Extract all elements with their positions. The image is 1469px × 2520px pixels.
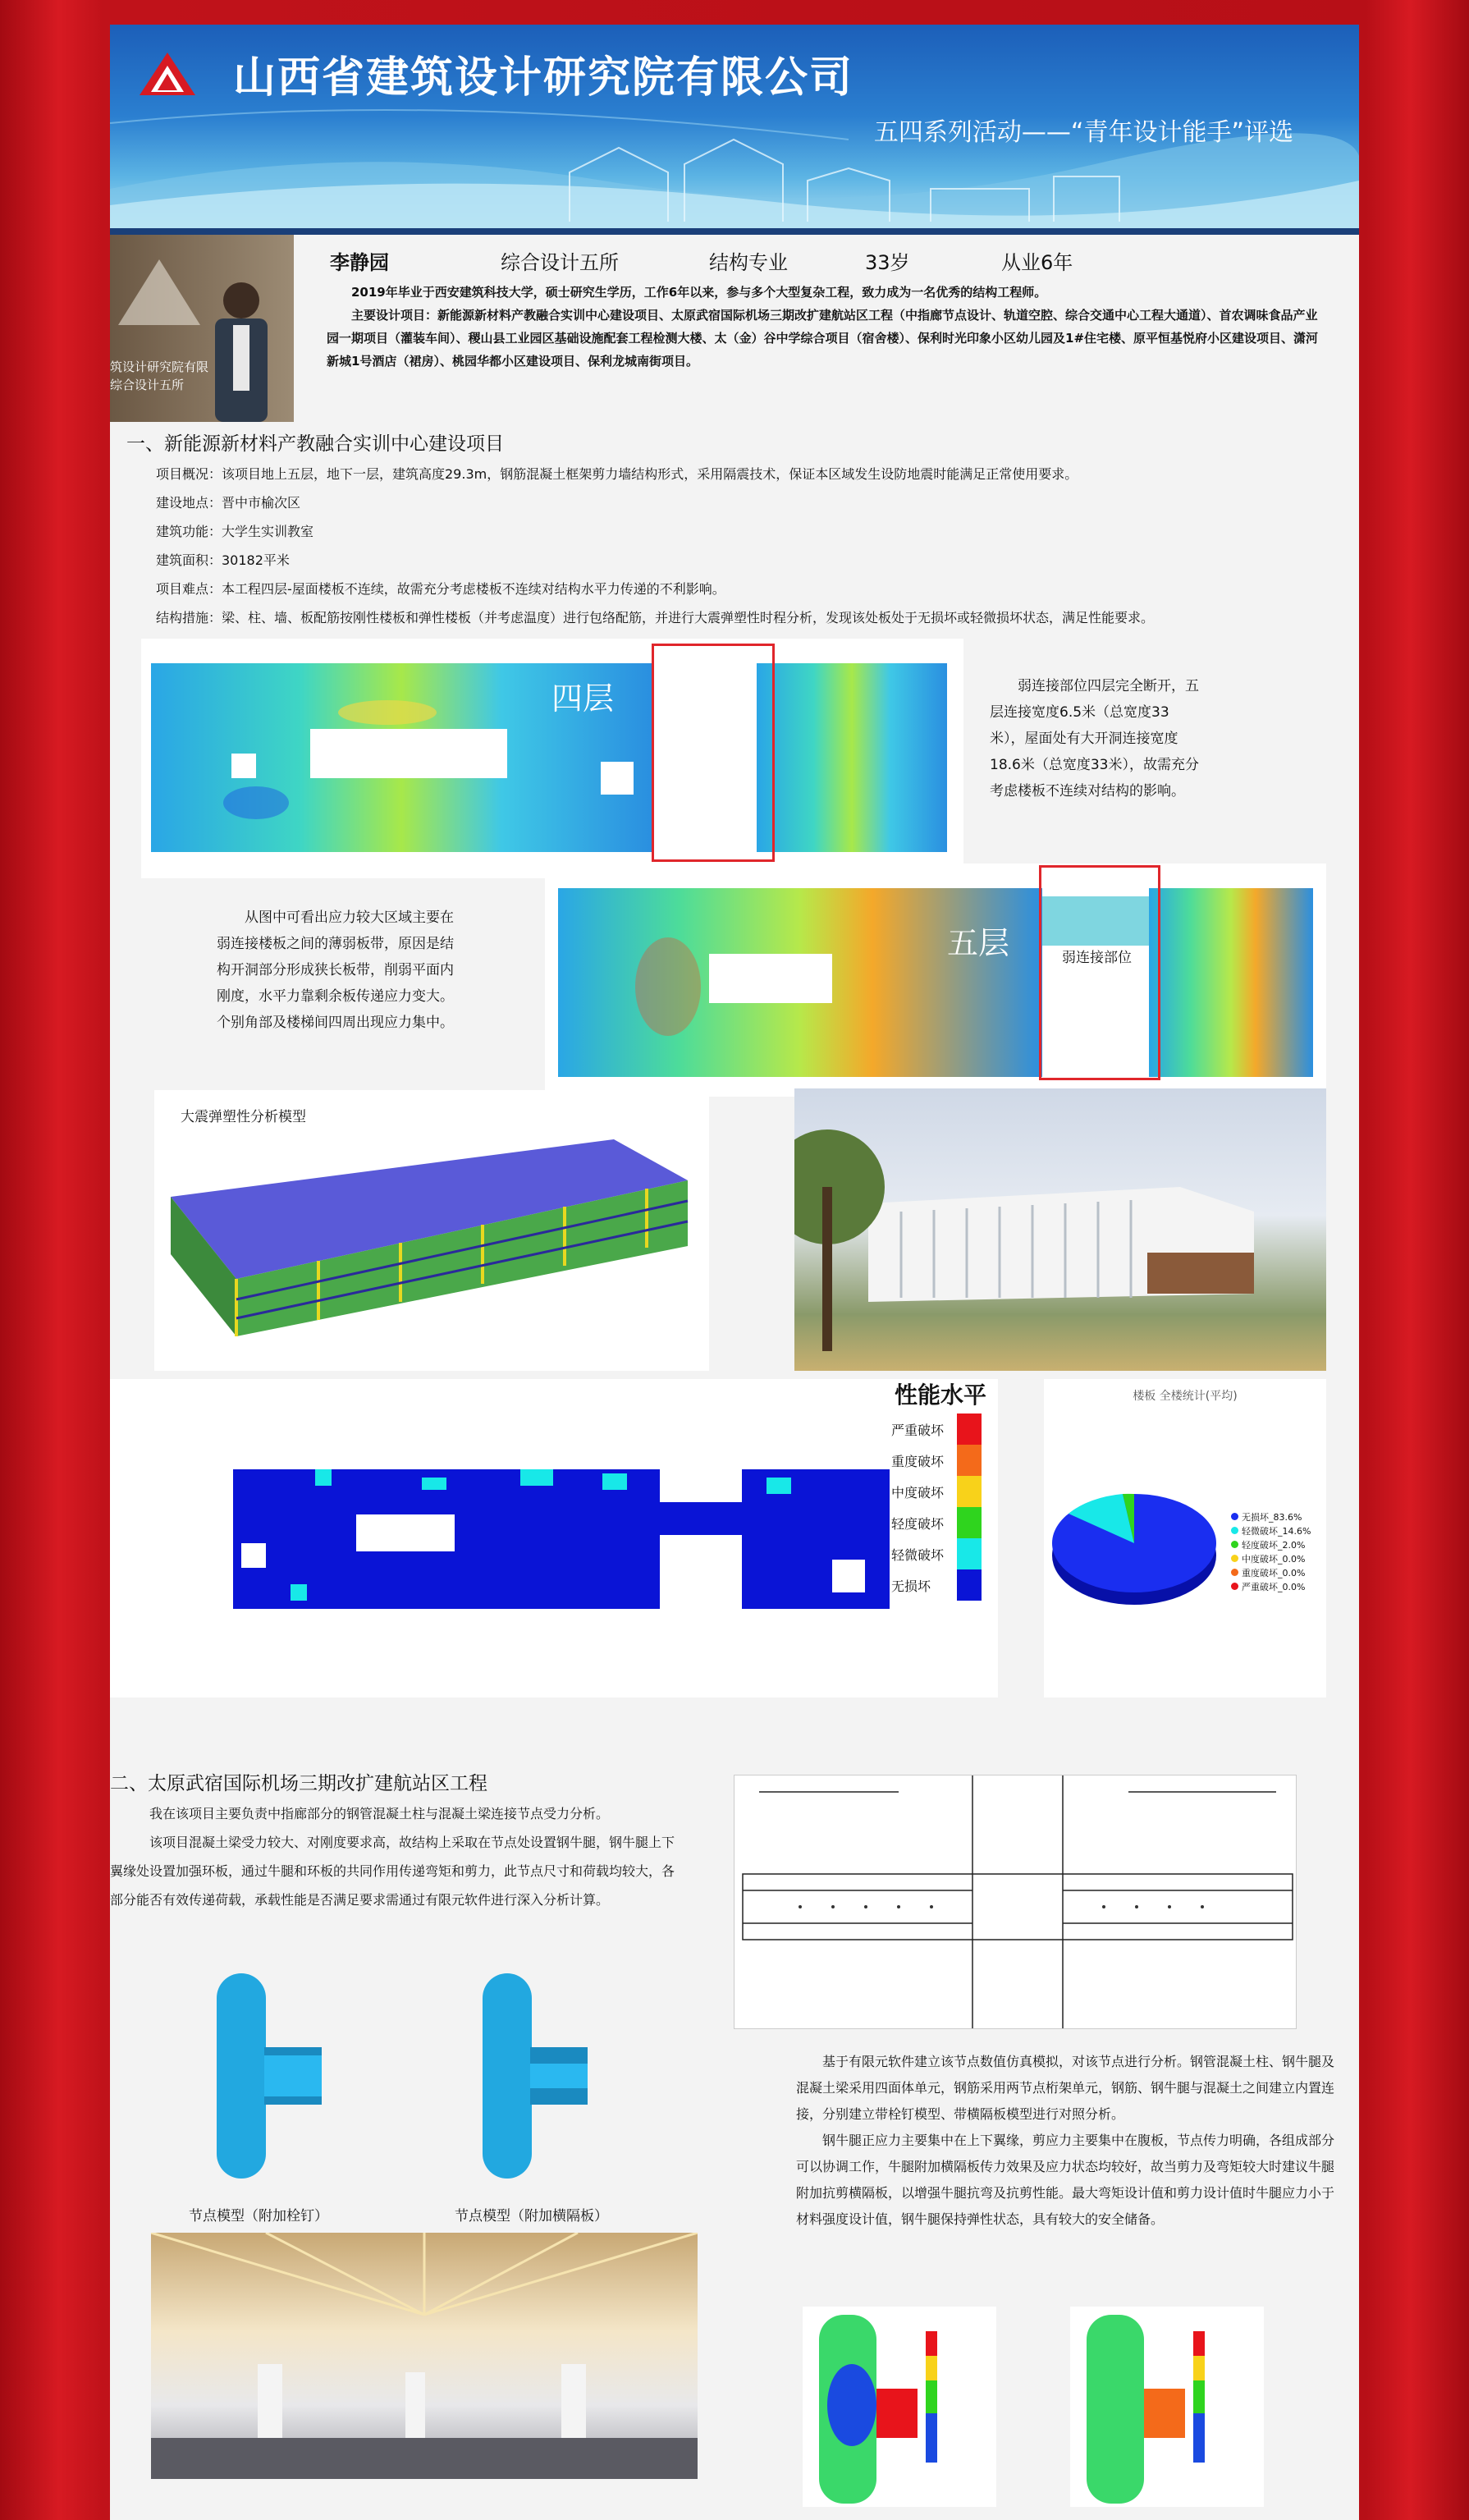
pie-legend-item: [1231, 1524, 1311, 1538]
person-figure-graphic: [110, 235, 294, 422]
section1-line: 建筑功能：大学生实训教室: [156, 524, 314, 539]
fem-shear-stress-graphic: [1070, 2307, 1264, 2507]
legend-swatch: [957, 1476, 982, 1507]
legend-swatch: [957, 1445, 982, 1476]
legend-row: [891, 1507, 982, 1538]
section2-intro-p1: 我在该项目主要负责中指廊部分的钢管混凝土柱与混凝土梁连接节点受力分析。: [149, 1806, 610, 1821]
pie-legend-item: [1231, 1580, 1311, 1594]
fem-result-shear-stress: [1070, 2307, 1264, 2507]
section2-intro: [110, 1799, 676, 1914]
pie-legend-label: 轻微破坏_14.6%: [1242, 1526, 1311, 1537]
pie-legend-label: 严重破坏_0.0%: [1242, 1582, 1306, 1592]
node-model-studs-graphic: [192, 1965, 332, 2187]
pie-legend-label: 重度破坏_0.0%: [1242, 1568, 1306, 1578]
pie-swatch: [1231, 1555, 1238, 1562]
pie-legend: [1231, 1510, 1311, 1594]
section2-title: 二、太原武宿国际机场三期改扩建航站区工程: [110, 1773, 487, 1794]
section1-line: 项目概况：该项目地上五层，地下一层，建筑高度29.3m，钢筋混凝土框架剪力墙结构形式，采用隔震技术，保证本区域发生设防地震时能满足正常使用要求。: [156, 466, 1078, 482]
slab-damage-pie: [1044, 1379, 1326, 1698]
section1-title: 一、新能源新材料产教融合实训中心建设项目: [126, 433, 504, 455]
terminal-interior-photo: [151, 2233, 698, 2479]
photo-sign-line-2: 综合设计五所: [110, 378, 185, 392]
floor4-weak-zone-box: [652, 644, 775, 862]
profile-dept: 综合设计五所: [501, 251, 619, 274]
pie-legend-item: [1231, 1566, 1311, 1580]
weak-zone-note: 弱连接部位四层完全断开，五层连接宽度6.5米（总宽度33米），屋面处有大开洞连接宽度18.6米（总宽度33米），故需充分考虑楼板不连续对结构的影响。: [990, 678, 1199, 800]
pie-swatch: [1231, 1569, 1238, 1576]
building-rendering: [794, 1088, 1326, 1371]
event-title: 五四系列活动——“青年设计能手”评选: [873, 118, 1293, 147]
floor4-stress-contour: [141, 639, 963, 878]
legend-row: [891, 1445, 982, 1476]
terminal-interior-graphic: [151, 2233, 698, 2479]
floor4-label: 四层: [551, 680, 615, 717]
fem-normal-stress-graphic: [803, 2307, 996, 2507]
building-model-graphic: [154, 1090, 709, 1371]
profile-name: 李静园: [330, 251, 389, 274]
pie-legend-label: 轻度破坏_2.0%: [1242, 1540, 1306, 1551]
profile-photo: [110, 235, 294, 422]
legend-label: 中度破坏: [891, 1484, 945, 1501]
pie-legend-label: 无损坏_83.6%: [1242, 1512, 1302, 1523]
analysis-p1: 基于有限元软件建立该节点数值仿真模拟，对该节点进行分析。钢管混凝土柱、钢牛腿及混凝土梁采用四面体单元，钢筋采用两节点桁架单元，钢筋、钢牛腿与混凝土之间建立内置连接，分别建立带栓钉模型、带横隔板模型进行对照分析。: [796, 2054, 1335, 2122]
profile-years: 从业6年: [1001, 251, 1073, 274]
section1-line: 建设地点：晋中市榆次区: [156, 495, 301, 511]
node-model-studs: [192, 1965, 332, 2187]
pie-swatch: [1231, 1513, 1238, 1520]
company-logo-icon: [138, 49, 197, 99]
legend-label: 严重破坏: [891, 1422, 945, 1438]
pie-swatch: [1231, 1527, 1238, 1534]
legend-label: 无损坏: [891, 1578, 931, 1594]
section2-analysis: [796, 2049, 1336, 2233]
pie-swatch: [1231, 1583, 1238, 1590]
floor5-contour-graphic: [545, 864, 1326, 1097]
profile-major: 结构专业: [709, 251, 788, 274]
header-divider: [110, 228, 1359, 235]
damage-plan-graphic: [110, 1379, 998, 1698]
legend-row: [891, 1476, 982, 1507]
section1-line: 结构措施：梁、柱、墙、板配筋按刚性楼板和弹性楼板（并考虑温度）进行包络配筋，并进行大震弹塑性时程分析，发现该处板处于无损坏或轻微损坏状态，满足性能要求。: [156, 610, 1155, 625]
legend-label: 轻度破坏: [891, 1515, 945, 1532]
plastic-analysis-model: [154, 1090, 709, 1371]
section2-intro-p2: 该项目混凝土梁受力较大、对刚度要求高，故结构上采取在节点处设置钢牛腿，钢牛腿上下翼缘处设置加强环板，通过牛腿和环板的共同作用传递弯矩和剪力，此节点尺寸和荷载均较大，各部分能否有效传递荷载，承载性能是否满足要求需通过有限元软件进行深入分析计算。: [110, 1835, 675, 1908]
performance-title: 性能水平: [895, 1381, 987, 1409]
header-banner: [110, 25, 1359, 228]
profile-age: 33岁: [865, 251, 910, 274]
model-label: 大震弹塑性分析模型: [181, 1109, 306, 1125]
photo-sign-line-1: 筑设计研究院有限: [110, 360, 209, 374]
legend-label: 轻微破坏: [891, 1546, 945, 1563]
pie-legend-item: [1231, 1552, 1311, 1566]
company-name: 山西省建筑设计研究院有限公司: [233, 53, 854, 103]
section1-line: 项目难点：本工程四层-屋面楼板不连续，故需充分考虑楼板不连续对结构水平力传递的不利影响。: [156, 581, 725, 597]
floor5-stress-contour: [545, 864, 1326, 1097]
profile-bio: 2019年毕业于西安建筑科技大学，硕士研究生学历，工作6年以来，参与多个大型复杂工程，致力成为一名优秀的结构工程师。: [351, 285, 1047, 300]
pie-legend-item: [1231, 1538, 1311, 1552]
poster-page: [110, 25, 1359, 2520]
fem-result-normal-stress: [803, 2307, 996, 2507]
legend-swatch: [957, 1507, 982, 1538]
legend-swatch: [957, 1569, 982, 1601]
node-construction-drawing: [734, 1775, 1297, 2029]
floor5-weak-zone-box: [1039, 865, 1160, 1080]
profile-bio-block: [327, 281, 1328, 373]
performance-level-diagram: [110, 1379, 998, 1698]
pie-legend-item: [1231, 1510, 1311, 1524]
stress-analysis-note: 从图中可看出应力较大区域主要在弱连接楼板之间的薄弱板带，原因是结构开洞部分形成狭长板带，削弱平面内刚度，水平力靠剩余板传递应力变大。个别角部及楼梯间四周出现应力集中。: [217, 909, 454, 1031]
rendering-graphic: [794, 1088, 1326, 1371]
node-model-diaphragm: [458, 1965, 597, 2187]
node-model-diaphragm-graphic: [458, 1965, 597, 2187]
floor5-label: 五层: [947, 925, 1010, 961]
legend-swatch: [957, 1538, 982, 1569]
legend-row: [891, 1538, 982, 1569]
analysis-p2: 钢牛腿正应力主要集中在上下翼缘，剪应力主要集中在腹板，节点传力明确，各组成部分可以协调工作，牛腿附加横隔板传力效果及应力状态均较好，故当剪力及弯矩较大时建议牛腿附加抗剪横隔板，以增强牛腿抗弯及抗剪性能。最大弯矩设计值和剪力设计值时牛腿应力小于材料强度设计值，钢牛腿保持弹性状态，具有较大的安全储备。: [796, 2133, 1335, 2227]
pie-swatch: [1231, 1541, 1238, 1548]
performance-legend: [891, 1413, 982, 1601]
pie-legend-label: 中度破坏_0.0%: [1242, 1554, 1306, 1565]
section1-details: [156, 460, 1329, 632]
pie-title: 楼板 全楼统计(平均): [1133, 1390, 1238, 1403]
profile-projects: 主要设计项目：新能源新材料产教融合实训中心建设项目、太原武宿国际机场三期改扩建航站区工程（中指廊节点设计、轨道空腔、综合交通中心工程大通道）、首农调味食品产业园一期项目（灌装车间）、稷山县工业园区基础设施配套工程检测大楼、太（金）谷中学综合项目（宿舍楼）、保利时光印象小区幼儿园及1#住宅楼、原平恒基悦府小区建设项目、潇河新城1号酒店（裙房）、桃园华都小区建设项目、保利龙城南街项目。: [327, 308, 1319, 369]
model2-caption: 节点模型（附加横隔板）: [455, 2208, 608, 2224]
legend-row: [891, 1413, 982, 1445]
section1-line: 建筑面积：30182平米: [156, 552, 290, 568]
legend-swatch: [957, 1413, 982, 1445]
model1-caption: 节点模型（附加栓钉）: [189, 2208, 328, 2224]
weak-connection-label: 弱连接部位: [1062, 950, 1132, 966]
cad-drawing-graphic: [734, 1775, 1296, 2028]
legend-label: 重度破坏: [891, 1453, 945, 1469]
legend-row: [891, 1569, 982, 1601]
